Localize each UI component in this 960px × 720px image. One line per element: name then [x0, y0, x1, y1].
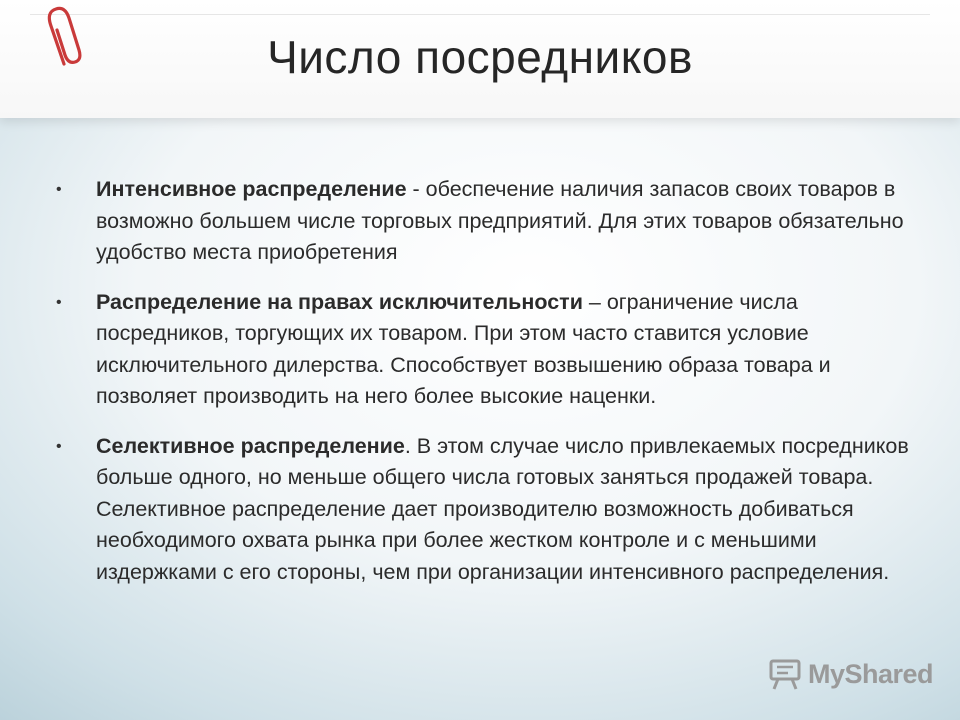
bullet-symbol: • [56, 437, 62, 455]
slide-title: Число посредников [267, 31, 693, 83]
bullet-symbol: • [56, 181, 62, 198]
watermark-text: MyShared [808, 658, 934, 689]
bullet-text: - обеспечение наличия запасов своих товаров в возможно большем числе торговых предприятий. Для этих товаров обязательно удобство места приобретения [96, 177, 904, 264]
bullet-text: – ограничение числа посредников, торгующих их товаром. При этом часто ставится условие исключительного дилерства. Способствует возвышению образа товара и позволяет производить на него более высокие наценки. [96, 289, 831, 408]
bullet-list [56, 174, 916, 606]
bullet-item [56, 287, 916, 413]
bullet-term: Селективное распределение [96, 433, 405, 458]
watermark-logo [768, 656, 933, 692]
bullet-term: Распределение на правах исключительности [96, 289, 583, 314]
bullet-term: Интенсивное распределение [96, 177, 407, 201]
title-bar [0, 0, 960, 118]
bullet-item [56, 174, 916, 269]
bullet-text: . В этом случае число привлекаемых посредников больше одного, но меньше общего числа готовых заняться продажей товара. Селективное распределение дает производителю возможность добиваться необходимого охвата рынка при более жестком контроле и с меньшими издержками с его стороны, чем при организации интенсивного распределения. [96, 433, 909, 584]
presentation-board-icon [768, 657, 802, 691]
bullet-symbol: • [56, 293, 62, 311]
bullet-item [56, 431, 916, 589]
